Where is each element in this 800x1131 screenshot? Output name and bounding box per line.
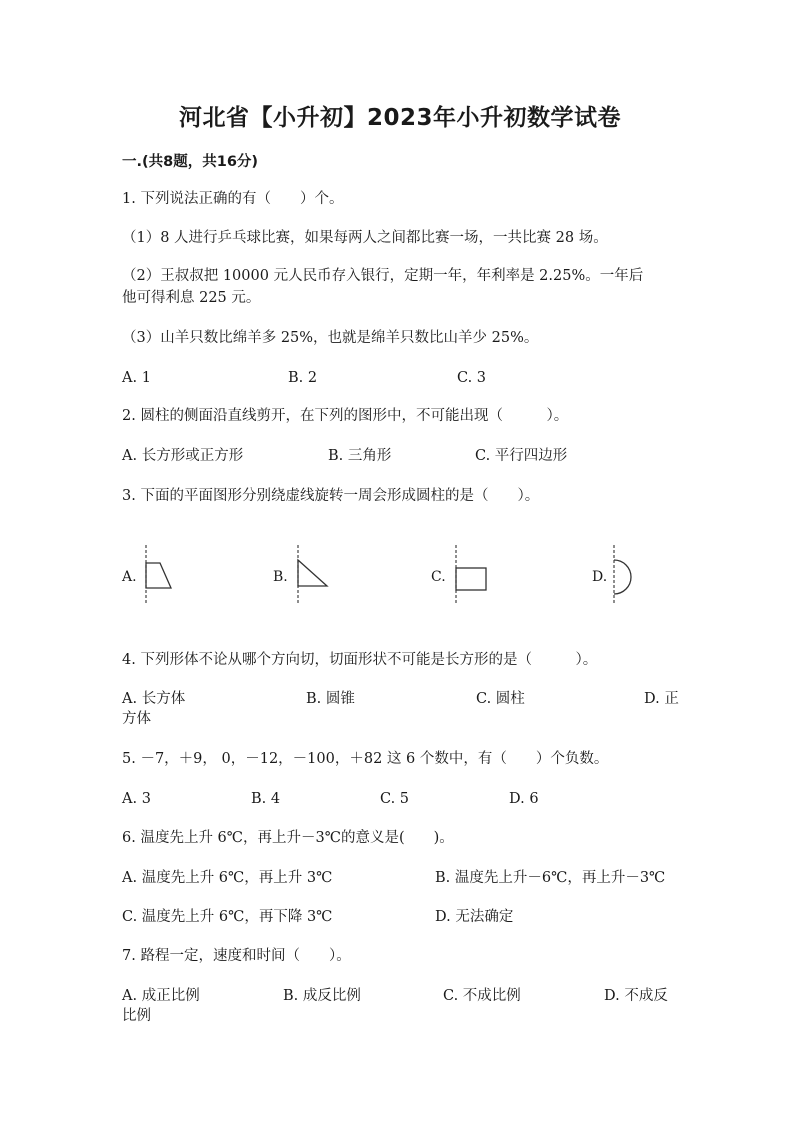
figure-b-triangle[interactable]: [290, 543, 330, 607]
question-2-option-c[interactable]: C. 平行四边形: [475, 448, 568, 464]
question-4-option-a[interactable]: A. 长方体: [122, 691, 186, 707]
question-7-option-d-wrap: 比例: [122, 1008, 151, 1024]
question-5-option-b[interactable]: B. 4: [251, 791, 281, 807]
question-5-option-a[interactable]: A. 3: [122, 791, 151, 807]
question-4-option-b[interactable]: B. 圆锥: [306, 691, 355, 707]
question-6-option-a[interactable]: A. 温度先上升 6℃，再上升 3℃: [122, 870, 333, 886]
figure-c-rectangle[interactable]: [448, 543, 492, 607]
figure-a-trapezoid[interactable]: [138, 543, 178, 607]
page-title: 河北省【小升初】2023年小升初数学试卷: [178, 105, 621, 131]
question-7-option-b[interactable]: B. 成反比例: [283, 988, 361, 1004]
question-1-statement-2-cont: 他可得利息 225 元。: [122, 290, 261, 306]
question-2-option-b[interactable]: B. 三角形: [328, 448, 392, 464]
question-1-statement-1: （1）8 人进行乒乓球比赛，如果每两人之间都比赛一场，一共比赛 28 场。: [122, 230, 608, 246]
question-1-statement-2: （2）王叔叔把 10000 元人民币存入银行，定期一年，年利率是 2.25%。一年后: [122, 268, 644, 284]
question-7-stem: 7. 路程一定，速度和时间（ ）。: [122, 948, 351, 964]
question-2-option-a[interactable]: A. 长方形或正方形: [122, 448, 244, 464]
question-1-option-b[interactable]: B. 2: [288, 370, 318, 386]
figure-b-label[interactable]: B.: [273, 569, 288, 585]
figure-a-label[interactable]: A.: [122, 569, 137, 585]
question-5-option-d[interactable]: D. 6: [509, 791, 539, 807]
figure-c-label[interactable]: C.: [431, 569, 446, 585]
question-4-stem: 4. 下列形体不论从哪个方向切，切面形状不可能是长方形的是（ ）。: [122, 652, 598, 668]
question-1-stem: 1. 下列说法正确的有（ ）个。: [122, 191, 344, 207]
question-6-option-c[interactable]: C. 温度先上升 6℃，再下降 3℃: [122, 909, 333, 925]
question-4-option-c[interactable]: C. 圆柱: [476, 691, 525, 707]
question-1-statement-3: （3）山羊只数比绵羊多 25%，也就是绵羊只数比山羊少 25%。: [122, 330, 539, 346]
question-6-option-d[interactable]: D. 无法确定: [435, 909, 514, 925]
question-6-stem: 6. 温度先上升 6℃，再上升－3℃的意义是( )。: [122, 830, 454, 846]
question-1-option-a[interactable]: A. 1: [122, 370, 151, 386]
question-4-option-d[interactable]: D. 正: [644, 691, 679, 707]
question-7-option-d[interactable]: D. 不成反: [604, 988, 668, 1004]
question-4-option-d-wrap: 方体: [122, 711, 151, 727]
question-7-option-a[interactable]: A. 成正比例: [122, 988, 200, 1004]
question-7-option-c[interactable]: C. 不成比例: [443, 988, 521, 1004]
section-heading: 一.(共8题，共16分): [122, 154, 259, 170]
question-2-stem: 2. 圆柱的侧面沿直线剪开，在下列的图形中，不可能出现（ ）。: [122, 408, 569, 424]
question-3-stem: 3. 下面的平面图形分别绕虚线旋转一周会形成圆柱的是（ ）。: [122, 488, 540, 504]
figure-d-label[interactable]: D.: [592, 569, 608, 585]
question-6-option-b[interactable]: B. 温度先上升－6℃，再上升－3℃: [435, 870, 666, 886]
figure-d-semicircle[interactable]: [606, 543, 646, 607]
question-5-stem: 5. －7，＋9， 0，－12，－100，＋82 这 6 个数中，有（ ）个负数。: [122, 751, 609, 767]
question-1-option-c[interactable]: C. 3: [457, 370, 487, 386]
question-5-option-c[interactable]: C. 5: [380, 791, 410, 807]
